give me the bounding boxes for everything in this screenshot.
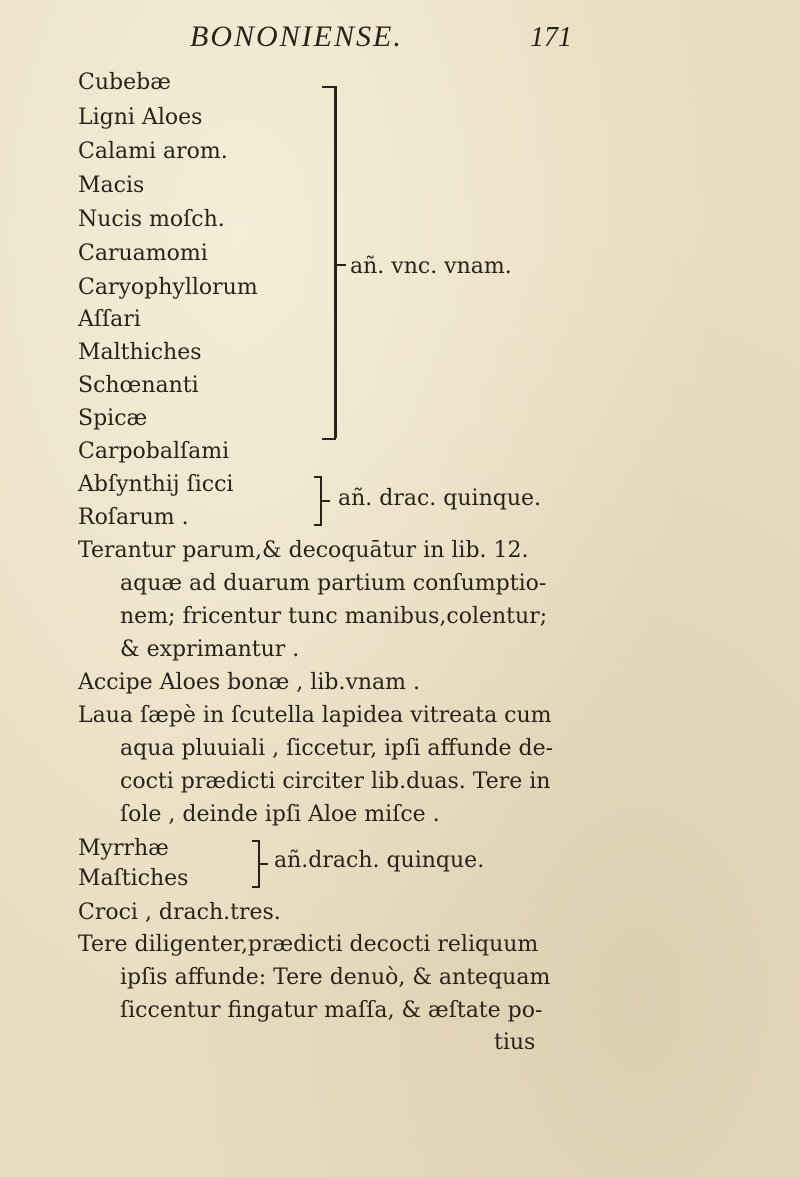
paragraph-2: Accipe Aloes bonæ , lib.vnam . [78,670,420,695]
paragraph-4: Croci , drach.tres. [78,900,281,925]
dose-group-2: añ. drac. quinque. [338,486,542,511]
ingredient: Myrrhæ [78,836,169,861]
ingredient: Calami arom. [78,139,228,164]
brace-bottom-tick [252,886,260,888]
brace-bottom-tick [314,524,322,526]
ingredient: Caryophyllorum [78,275,258,300]
text-line: Laua ſæpè in ſcutella lapidea vitreata cum [78,703,552,728]
ingredient: Ligni Aloes [78,105,203,130]
dose-group-3: añ.drach. quinque. [274,848,485,873]
ingredient: Spicæ [78,406,148,431]
catchword: tius [494,1030,536,1055]
text-line: aquæ ad duarum partium conſumptio- [120,571,547,596]
text-line: nem; fricentur tunc manibus,colentur; [120,604,548,629]
brace-vertical [334,86,337,438]
text-line: Terantur parum,& decoquātur in lib. 12. [78,538,529,563]
text-line: & exprimantur . [120,637,300,662]
ingredient: Caruamomi [78,241,208,266]
ingredient: Malthiches [78,340,202,365]
ingredient: Roſarum . [78,505,189,530]
ingredient: Aſſari [78,307,141,332]
ingredient: Schœnanti [78,373,199,398]
running-title: BONONIENSE. [190,20,403,53]
brace-bottom-tick [322,438,336,440]
text-line: ſiccentur fingatur maſſa, & æſtate po- [120,998,543,1023]
dose-group-1: añ. vnc. vnam. [350,254,512,279]
ingredient: Nucis moſch. [78,207,225,232]
ingredient: Maſtiches [78,866,189,891]
brace-point [322,500,330,502]
text-line: cocti prædicti circiter lib.duas. Tere in [120,769,551,794]
ingredient: Cubebæ [78,70,171,95]
ingredient: Abſynthij ſicci [78,472,234,497]
brace-point [260,863,268,865]
text-line: Tere diligenter,prædicti decocti reliquum [78,932,539,957]
text-line: ſole , deinde ipſi Aloe miſce . [120,802,440,827]
page-number: 171 [530,22,572,53]
page-header [0,20,800,60]
ingredient: Macis [78,173,145,198]
text-line: aqua pluuiali , ſiccetur, ipſi affunde de- [120,736,554,761]
brace-top-tick [252,840,260,842]
brace-top-tick [314,476,322,478]
brace-point [336,264,346,266]
text-line: ipſis affunde: Tere denuò, & antequam [120,965,551,990]
ingredient: Carpobalſami [78,439,230,464]
